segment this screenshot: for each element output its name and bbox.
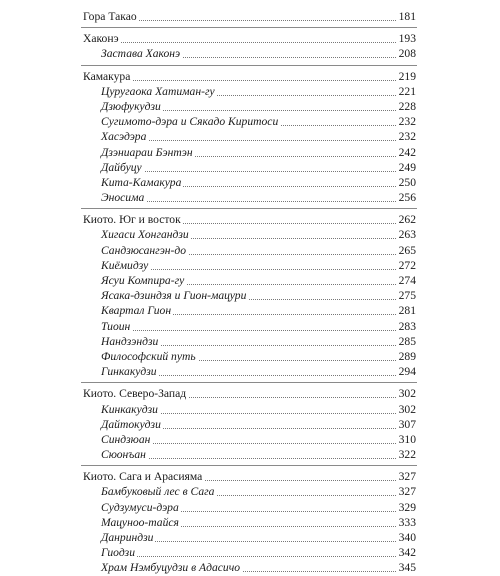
toc-entry	[0, 545, 500, 560]
page-number: 340	[398, 531, 416, 544]
toc-entry	[0, 349, 500, 364]
page-number: 342	[398, 546, 416, 560]
toc-entry	[0, 484, 500, 499]
entry-title: Гиодзи	[101, 546, 135, 560]
page-number: 281	[398, 304, 416, 318]
toc-entry	[0, 145, 500, 160]
toc-section	[0, 386, 500, 462]
dot-leader	[101, 201, 412, 202]
section-divider	[81, 65, 417, 66]
page-number: 329	[398, 500, 416, 514]
page-number: 294	[398, 365, 416, 379]
toc-entry	[0, 258, 500, 273]
entry-title: Судзумуси-дэра	[101, 500, 179, 514]
entry-title: Данриндзи	[101, 531, 154, 544]
dot-leader	[101, 330, 412, 331]
page-number: 275	[398, 289, 416, 303]
entry-title: Киото. Юг и восток	[83, 213, 181, 227]
entry-title: Камакура	[83, 69, 131, 83]
toc-entry	[0, 530, 500, 545]
toc-entry	[0, 402, 500, 417]
dot-leader	[83, 80, 412, 81]
toc-entry	[0, 46, 500, 61]
page-number: 208	[398, 47, 416, 61]
page-number: 333	[398, 515, 416, 529]
toc-entry	[0, 500, 500, 515]
entry-title: Ясака-дзиндзя и Гион-мацури	[101, 289, 247, 303]
toc-section	[0, 212, 500, 379]
toc-section-heading	[0, 386, 500, 401]
page-number: 327	[398, 470, 416, 484]
dot-leader	[101, 171, 412, 172]
page-number: 302	[398, 402, 416, 416]
page-number: 289	[398, 349, 416, 363]
page-number: 327	[398, 485, 416, 499]
toc-entry	[0, 447, 500, 462]
section-divider	[81, 27, 417, 28]
toc-entry	[0, 175, 500, 190]
toc-entry	[0, 160, 500, 175]
toc-entry	[0, 243, 500, 258]
page-number: 272	[398, 258, 416, 272]
page-number: 242	[398, 145, 416, 159]
page-number: 249	[398, 160, 416, 174]
entry-title: Сугимото-дэра и Сякадо Киритоси	[101, 115, 279, 129]
entry-title: Квартал Гион	[101, 304, 172, 318]
section-divider	[81, 465, 417, 466]
entry-title: Эносима	[101, 191, 145, 205]
page-number: 283	[398, 319, 416, 333]
toc-entry	[0, 84, 500, 99]
entry-title: Синдзюан	[101, 432, 151, 446]
toc-section-heading	[0, 9, 500, 24]
toc-entry	[0, 364, 500, 379]
toc-entry	[0, 190, 500, 205]
entry-title: Хаконэ	[83, 32, 119, 46]
toc-entry	[0, 560, 500, 575]
entry-title: Кинкакудзи	[101, 402, 158, 416]
page-number: 307	[398, 417, 416, 431]
toc-entry	[0, 417, 500, 432]
page-number: 181	[398, 10, 416, 23]
entry-title: Киото. Сага и Арасияма	[83, 470, 203, 484]
page-number: 262	[398, 213, 416, 227]
dot-leader	[101, 556, 412, 557]
page-number: 232	[398, 130, 416, 144]
entry-title: Нандзэндзи	[101, 334, 159, 348]
toc-entry	[0, 515, 500, 530]
entry-title: Бамбуковый лес в Сага	[101, 485, 215, 499]
page-number: 302	[398, 387, 416, 401]
entry-title: Философский путь	[101, 349, 196, 363]
page-number: 219	[398, 69, 416, 83]
toc-entry	[0, 288, 500, 303]
entry-title: Дзюфукудзи	[101, 99, 161, 113]
page-number: 310	[398, 432, 416, 446]
toc-entry	[0, 319, 500, 334]
entry-title: Хасэдэра	[101, 130, 147, 144]
entry-title: Кита-Камакура	[101, 175, 182, 189]
toc-section-heading	[0, 469, 500, 484]
page-number: 274	[398, 274, 416, 287]
toc-entry	[0, 334, 500, 349]
toc-section	[0, 69, 500, 206]
dot-leader	[83, 42, 412, 43]
entry-title: Ясуи Компира-гу	[101, 274, 185, 287]
entry-title: Киото. Северо-Запад	[83, 387, 187, 401]
page-number: 221	[398, 84, 416, 98]
page-number: 250	[398, 175, 416, 189]
toc-entry	[0, 303, 500, 318]
section-divider	[81, 382, 417, 383]
toc-entry	[0, 227, 500, 242]
toc-entry	[0, 273, 500, 288]
entry-title: Сюонъан	[101, 448, 146, 462]
entry-title: Тиоин	[101, 319, 131, 333]
page-number: 345	[398, 561, 416, 575]
page-number: 322	[398, 448, 416, 462]
page-number: 232	[398, 115, 416, 129]
toc-entry	[0, 432, 500, 447]
entry-title: Хигаси Хонгандзи	[101, 228, 189, 242]
toc-section-heading	[0, 31, 500, 46]
entry-title: Сандзюсангэн-до	[101, 243, 187, 257]
entry-title: Храм Нэмбуцудзи в Адасичо	[101, 561, 241, 575]
entry-title: Киёмидзу	[101, 258, 149, 272]
entry-title: Дайбуцу	[101, 160, 142, 174]
entry-title: Мацуноо-тайся	[101, 515, 179, 529]
entry-title: Дайтокудзи	[101, 417, 161, 431]
page-number: 256	[398, 191, 416, 205]
toc-section	[0, 469, 500, 575]
page-number: 265	[398, 243, 416, 257]
toc-entry	[0, 99, 500, 114]
toc-entry	[0, 114, 500, 129]
toc-section-heading	[0, 212, 500, 227]
toc-section	[0, 9, 500, 24]
toc-entry	[0, 129, 500, 144]
entry-title: Застава Хаконэ	[101, 47, 181, 61]
toc-section	[0, 31, 500, 61]
entry-title: Цуругаока Хатиман-гу	[101, 84, 215, 98]
page-number: 285	[398, 334, 416, 348]
entry-title: Дзэниараи Бэнтэн	[101, 145, 193, 159]
page-number: 193	[398, 32, 416, 46]
entry-title: Гора Такао	[83, 10, 137, 23]
entry-title: Гинкакудзи	[101, 365, 157, 379]
section-divider	[81, 208, 417, 209]
page-number: 263	[398, 228, 416, 242]
toc-section-heading	[0, 69, 500, 84]
page-number: 228	[398, 99, 416, 113]
